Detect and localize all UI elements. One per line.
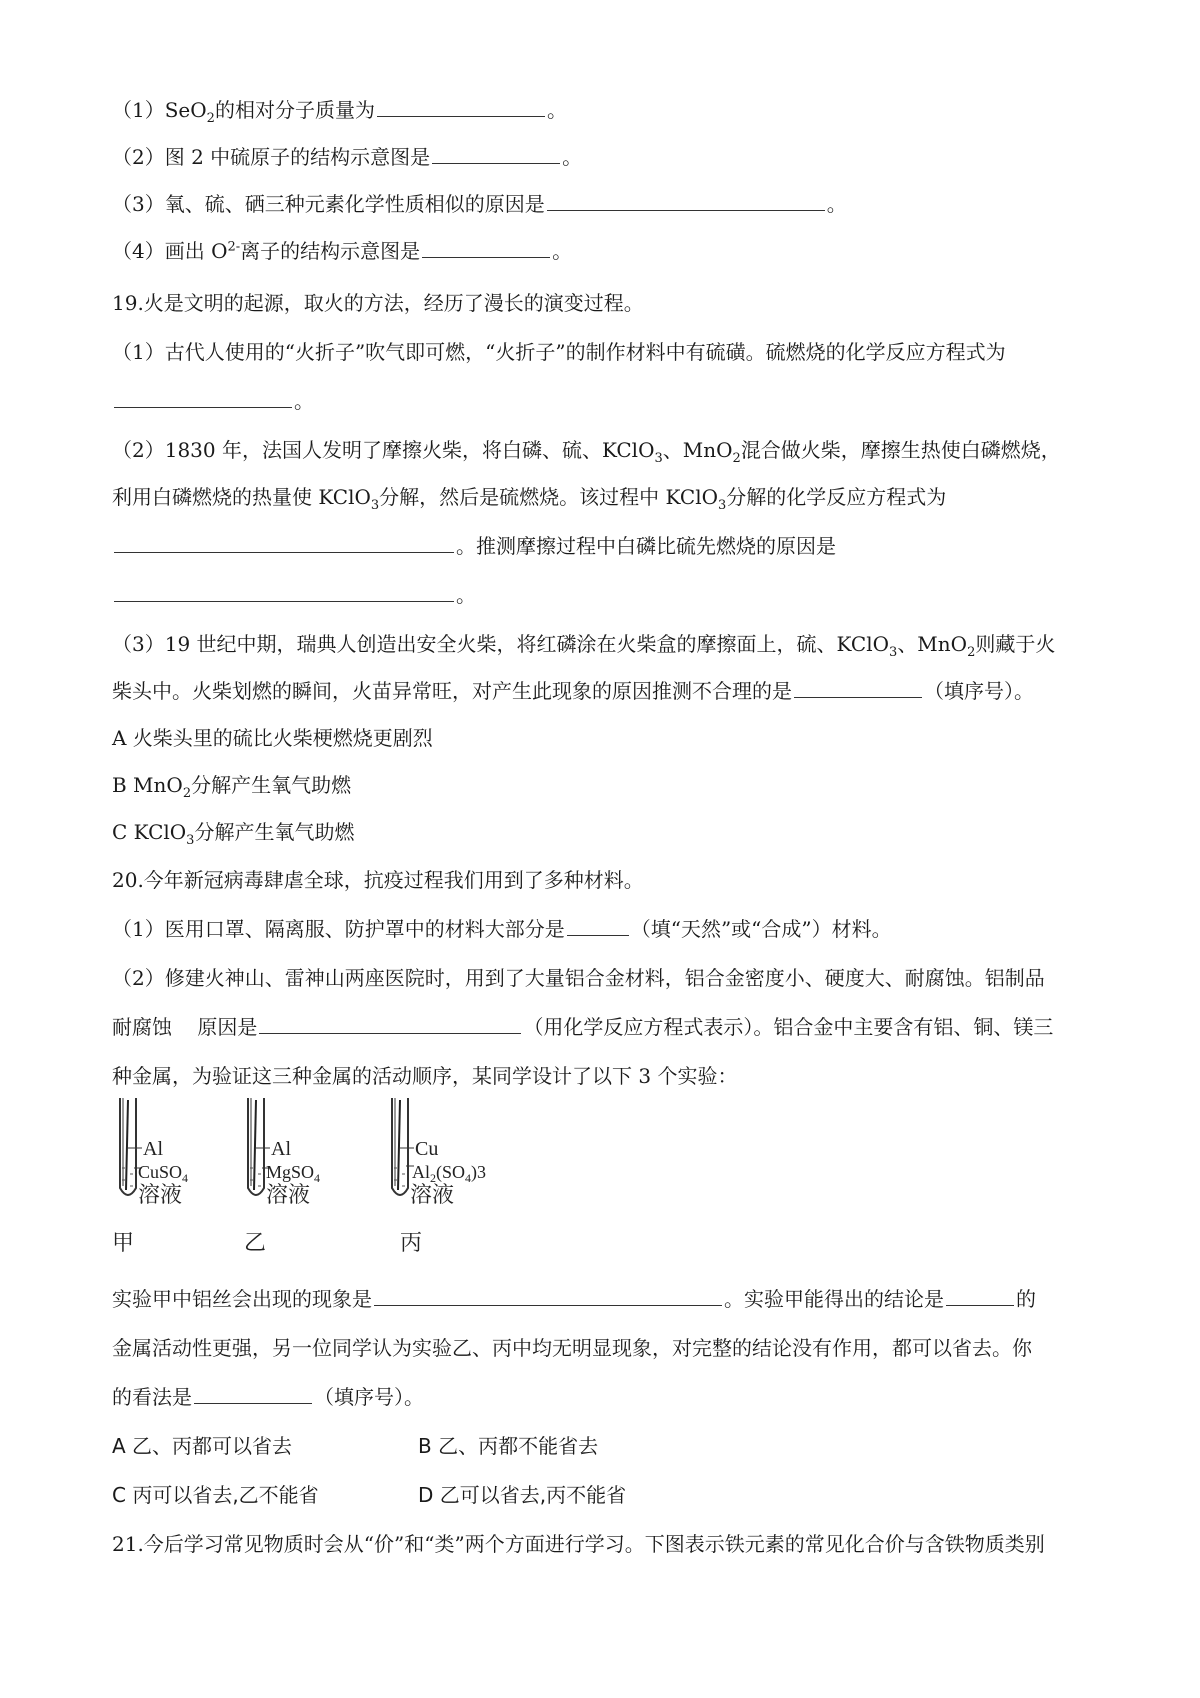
answer-blank[interactable] (114, 581, 454, 602)
q18-part3-text: （3）氧、硫、硒三种元素化学性质相似的原因是 (112, 192, 545, 216)
tube-yi-caption: 乙 (244, 1231, 267, 1256)
subscript: 2 (967, 645, 976, 660)
q19-part2-line1 (112, 436, 1061, 464)
tube-bing-caption: 丙 (400, 1231, 423, 1256)
q20-part1 (112, 915, 892, 943)
q20-result-line2: 金属活动性更强，另一位同学认为实验乙、丙中均无明显现象，对完整的结论没有作用，都可以省去。你 (112, 1336, 1032, 1360)
q20-part2-line1: （2）修建火神山、雷神山两座医院时，用到了大量铝合金材料，铝合金密度小、硬度大、耐腐蚀。铝制品 (112, 966, 1045, 990)
q19-stem: 19.火是文明的起源，取火的方法，经历了漫长的演变过程。 (112, 291, 644, 315)
text: （3）19 世纪中期，瑞典人创造出安全火柴，将红磷涂在火柴盒的摩擦面上，硫、KClO (112, 632, 890, 656)
tube-bing-solution-sub: 2 (430, 1171, 436, 1185)
text: （填序号）。 (924, 679, 1034, 703)
text: 则藏于火 (975, 632, 1056, 656)
text: 耐腐蚀 原因是 (112, 1015, 258, 1039)
subscript: 3 (654, 451, 663, 466)
text: 的看法是 (112, 1385, 192, 1409)
test-tube-yi (244, 1098, 320, 1256)
q18-part4 (112, 237, 572, 265)
q18-part2-text: （2）图 2 中硫原子的结构示意图是 (112, 145, 431, 169)
answer-blank[interactable] (194, 1383, 312, 1404)
subscript: 3 (718, 498, 727, 513)
answer-blank[interactable] (547, 190, 825, 211)
text: 、MnO (662, 438, 733, 462)
q19-option-a: A 火柴头里的硫比火柴梗燃烧更剧烈 (112, 726, 433, 750)
q18-part1-text: （1）SeO (112, 98, 207, 122)
punct: 。 (552, 239, 573, 263)
text: C KClO (112, 820, 187, 844)
answer-blank[interactable] (794, 677, 922, 698)
tube-jia-word: 溶液 (138, 1183, 183, 1208)
text: 。实验甲能得出的结论是 (724, 1287, 944, 1311)
answer-blank[interactable] (114, 532, 454, 553)
subscript: 3 (370, 498, 380, 513)
q20-result-line1 (112, 1285, 1036, 1313)
q20-option-b: B 乙、丙都不能省去 (418, 1434, 599, 1458)
q18-part1 (112, 96, 567, 124)
text: 。推测摩擦过程中白磷比硫先燃烧的原因是 (456, 534, 836, 558)
q18-part3 (112, 190, 847, 218)
subscript: 3 (186, 833, 195, 848)
tube-yi-solution-sub: 4 (314, 1171, 321, 1185)
q20-part2-line3: 种金属，为验证这三种金属的活动顺序，某同学设计了以下 3 个实验： (112, 1064, 738, 1088)
text: 利用白磷燃烧的热量使 KClO (112, 485, 371, 509)
text: （2）1830 年，法国人发明了摩擦火柴，将白磷、硫、KClO (112, 438, 655, 462)
punct: 。 (562, 145, 583, 169)
q19-part2-line4 (112, 581, 476, 609)
svg-text:MgSO4 (266, 1162, 320, 1185)
tube-yi-word: 溶液 (266, 1183, 311, 1208)
q20-option-d: D 乙可以省去,丙不能省 (418, 1483, 627, 1507)
tube-jia-caption: 甲 (112, 1231, 135, 1256)
tube-bing-metal: Cu (415, 1138, 439, 1160)
q18-part1-text-b: 的相对分子质量为 (214, 98, 375, 122)
svg-text:CuSO4 (138, 1162, 188, 1185)
text: （1）医用口罩、隔离服、防护罩中的材料大部分是 (112, 917, 565, 941)
tube-jia-solution: CuSO (138, 1162, 183, 1182)
text: 混合做火柴，摩擦生热使白磷燃烧， (740, 438, 1061, 462)
text: 分解的化学反应方程式为 (726, 485, 947, 509)
q21-stem: 21.今后学习常见物质时会从“价”和“类”两个方面进行学习。下图表示铁元素的常见化合价与含铁物质类别 (112, 1532, 1045, 1556)
punct: 。 (546, 98, 567, 122)
q19-option-c (112, 818, 354, 846)
tube-yi-solution: MgSO (266, 1162, 315, 1182)
q20-result-line3 (112, 1383, 424, 1411)
text: 实验甲中铝丝会出现的现象是 (112, 1287, 372, 1311)
tube-jia-metal: Al (143, 1138, 163, 1160)
punct: 。 (456, 583, 476, 607)
text: 分解，然后是硫燃烧。该过程中 KClO (379, 485, 718, 509)
text: （填“天然”或“合成”）材料。 (630, 917, 892, 941)
answer-blank[interactable] (946, 1285, 1014, 1306)
text: 的 (1016, 1287, 1036, 1311)
text: B MnO (112, 773, 183, 797)
subscript: 3 (889, 645, 898, 660)
test-tube-figure (100, 1090, 580, 1270)
answer-blank[interactable] (422, 237, 550, 258)
text: 分解产生氧气助燃 (191, 773, 352, 797)
tube-bing-solution-end: )3 (471, 1162, 487, 1182)
q19-part3-line1 (112, 630, 1055, 658)
q19-part1-answer (112, 387, 314, 415)
tube-bing-solution: Al (412, 1162, 430, 1182)
q20-option-a: A 乙、丙都可以省去 (112, 1434, 293, 1458)
subscript: 2 (182, 786, 192, 801)
text: 柴头中。火柴划燃的瞬间，火苗异常旺，对产生此现象的原因推测不合理的是 (112, 679, 792, 703)
svg-text:Al2(SO4)3 (412, 1162, 486, 1185)
q20-stem: 20.今年新冠病毒肆虐全球，抗疫过程我们用到了多种材料。 (112, 868, 644, 892)
test-tube-bing (392, 1098, 486, 1256)
subscript: 2 (732, 451, 741, 466)
tube-bing-word: 溶液 (410, 1183, 455, 1208)
q18-part1-sub: 2 (206, 111, 215, 126)
q19-part1: （1）古代人使用的“火折子”吹气即可燃，“火折子”的制作材料中有硫磺。硫燃烧的化学反应方程式为 (112, 340, 1006, 364)
answer-blank[interactable] (377, 96, 545, 117)
q18-part4-text: （4）画出 O (112, 239, 228, 263)
tube-jia-solution-sub: 4 (182, 1171, 189, 1185)
tube-bing-solution-sub2: 4 (465, 1171, 472, 1185)
test-tube-jia (112, 1098, 188, 1256)
q18-part2 (112, 143, 582, 171)
answer-blank[interactable] (567, 915, 629, 936)
text: （填序号）。 (314, 1385, 424, 1409)
punct: 。 (294, 389, 314, 413)
punct: 。 (826, 192, 847, 216)
answer-blank[interactable] (259, 1013, 521, 1034)
answer-blank[interactable] (114, 387, 292, 408)
answer-blank[interactable] (374, 1285, 722, 1306)
q20-option-c: C 丙可以省去,乙不能省 (112, 1483, 319, 1507)
q19-option-b (112, 771, 351, 799)
tube-yi-metal: Al (271, 1138, 291, 1160)
q19-part3-line2 (112, 677, 1034, 705)
text: 分解产生氧气助燃 (194, 820, 355, 844)
q18-part4-text-b: 离子的结构示意图是 (240, 239, 421, 263)
q19-part2-line2 (112, 483, 946, 511)
q19-part2-line3 (112, 532, 836, 560)
tube-bing-solution-mid: (SO (436, 1162, 466, 1182)
q20-part2-line2 (112, 1013, 1053, 1041)
q18-part4-sup: 2- (227, 239, 241, 255)
text: （用化学反应方程式表示）。铝合金中主要含有铝、铜、镁三 (523, 1015, 1054, 1039)
answer-blank[interactable] (432, 143, 560, 164)
text: 、MnO (897, 632, 968, 656)
